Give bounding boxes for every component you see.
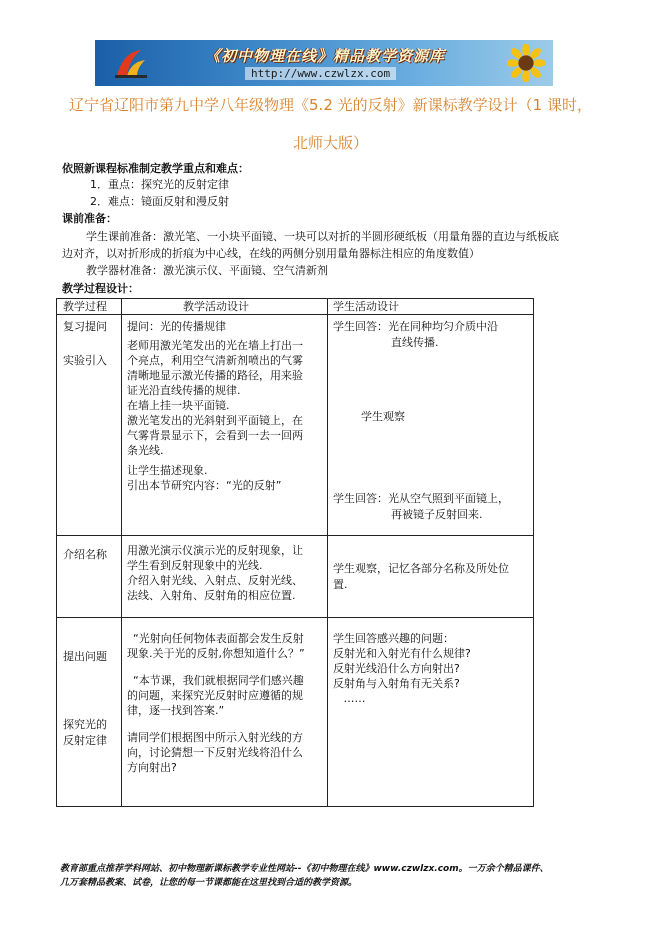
site-logo-icon: [113, 46, 149, 80]
key-point-2: 2．难点：镜面反射和漫反射: [90, 195, 229, 208]
process-heading: 教学过程设计：: [62, 282, 139, 295]
row-divider: [57, 617, 533, 618]
text-line: 反射光线沿什么方向射出?: [333, 662, 460, 675]
spacer: [127, 661, 327, 673]
text-line: 气雾背景显示下，会看到一去一回两: [127, 429, 303, 442]
text-line: 向，讨论猜想一下反射光线将沿什么: [127, 746, 303, 759]
text-line: 介绍入射光线、入射点、反射光线、: [127, 574, 303, 587]
student-prep-line1: 学生课前准备：激光笔、一小块平面镜、一块可以对折的半圆形硬纸板（用量角器的直边与纸板底: [86, 230, 559, 243]
text-line: 让学生描述现象.: [127, 464, 208, 477]
table-header-student: 学生活动设计: [333, 300, 399, 313]
student-answer-2a: 学生回答：光从空气照到平面镜上，: [333, 492, 509, 505]
text-line: 的问题，来探究光反射时应遵循的规: [127, 689, 303, 702]
footer-line2: 几万套精品教案、试卷，让您的每一节课都能在这里找到合适的教学资源。: [60, 878, 358, 888]
teaching-activity-1: [127, 319, 323, 493]
row-divider: [57, 535, 533, 536]
stage-review: 复习提问: [63, 320, 107, 333]
student-answer-2b: 再被镜子反射回来.: [391, 508, 483, 521]
text-line: 反射光和入射光有什么规律?: [333, 647, 471, 660]
text-line: 提问：光的传播规律: [127, 320, 226, 333]
text-line: 请同学们根据图中所示入射光线的方: [127, 731, 303, 744]
text-line: ……: [333, 692, 366, 705]
footer-line1: 教育部重点推荐学科网站、初中物理新课标教学专业性网站--《初中物理在线》www.czwlzx.com。一万余个精品课件、: [60, 864, 549, 874]
text-line: 反射角与入射角有无关系?: [333, 677, 460, 690]
table-header-teaching: 教学活动设计: [183, 300, 249, 313]
key-points-heading: 依照新课程标准制定教学重点和难点：: [62, 162, 249, 175]
stage-explore-law-2: 反射定律: [63, 734, 107, 747]
student-answer-1a: 学生回答：光在同种均匀介质中沿: [333, 320, 498, 333]
text-line: 证光沿直线传播的规律.: [127, 384, 241, 397]
banner-url[interactable]: http://www.czwlzx.com: [245, 67, 396, 80]
document-title-line1: 辽宁省辽阳市第九中学八年级物理《5.2 光的反射》新课标教学设计（1 课时，: [69, 96, 592, 114]
text-line: 老师用激光笔发出的光在墙上打出一: [127, 339, 303, 352]
text-line: 个亮点，利用空气清新剂喷出的气雾: [127, 354, 303, 367]
text-line: 学生回答感兴趣的问题：: [333, 632, 454, 645]
text-line: 在墙上挂一块平面镜.: [127, 399, 230, 412]
text-line: 引出本节研究内容：“光的反射”: [127, 479, 282, 492]
stage-experiment: 实验引入: [63, 354, 107, 367]
text-line: 律，逐一找到答案.”: [127, 704, 225, 717]
table-header-process: 教学过程: [63, 300, 107, 313]
text-line: “光射向任何物体表面都会发生反射: [133, 632, 304, 645]
student-questions: [333, 631, 471, 706]
stage-intro-names: 介绍名称: [63, 548, 107, 561]
stage-explore-law-1: 探究光的: [63, 718, 107, 731]
student-observe-1: 学生观察: [361, 410, 405, 423]
text-line: 法线、入射角、反射角的相应位置.: [127, 589, 296, 602]
text-line: 用激光演示仪演示光的反射现象，让: [127, 544, 303, 557]
key-point-1: 1．重点：探究光的反射定律: [90, 178, 229, 191]
row-divider: [57, 314, 533, 315]
header-banner: [95, 40, 553, 86]
process-table: [56, 298, 534, 807]
banner-title: 《初中物理在线》精品教学资源库: [205, 47, 446, 65]
text-line: 学生看到反射现象中的光线.: [127, 559, 263, 572]
document-title-line2: 北师大版）: [292, 134, 368, 152]
text-line: 条光线.: [127, 444, 164, 457]
text-line: 激光笔发出的光斜射到平面镜上，在: [127, 414, 303, 427]
stage-raise-question: 提出问题: [63, 650, 107, 663]
spacer: [127, 718, 327, 730]
teacher-prep: 教学器材准备：激光演示仪、平面镜、空气清新剂: [86, 264, 328, 277]
page-footer: [60, 862, 620, 890]
student-activity-2b: 置.: [333, 578, 348, 591]
sunflower-icon: [507, 44, 545, 82]
text-line: “本节课，我们就根据同学们感兴趣: [133, 674, 304, 687]
student-prep-line2: 边对齐，以对折形成的折痕为中心线，在线的两侧分别用量角器标注相应的角度数值）: [62, 247, 480, 260]
column-divider: [327, 299, 328, 806]
text-line: 清晰地显示激光传播的路径，用来验: [127, 369, 303, 382]
teaching-activity-3: [127, 631, 327, 775]
text-line: 方向射出?: [127, 761, 177, 774]
student-answer-1b: 直线传播.: [391, 336, 439, 349]
student-activity-2a: 学生观察，记忆各部分名称及所处位: [333, 562, 509, 575]
text-line: 现象.关于光的反射,你想知道什么？”: [127, 647, 305, 660]
column-divider: [121, 299, 122, 806]
prep-heading: 课前准备：: [62, 212, 117, 225]
teaching-activity-2: [127, 543, 323, 603]
